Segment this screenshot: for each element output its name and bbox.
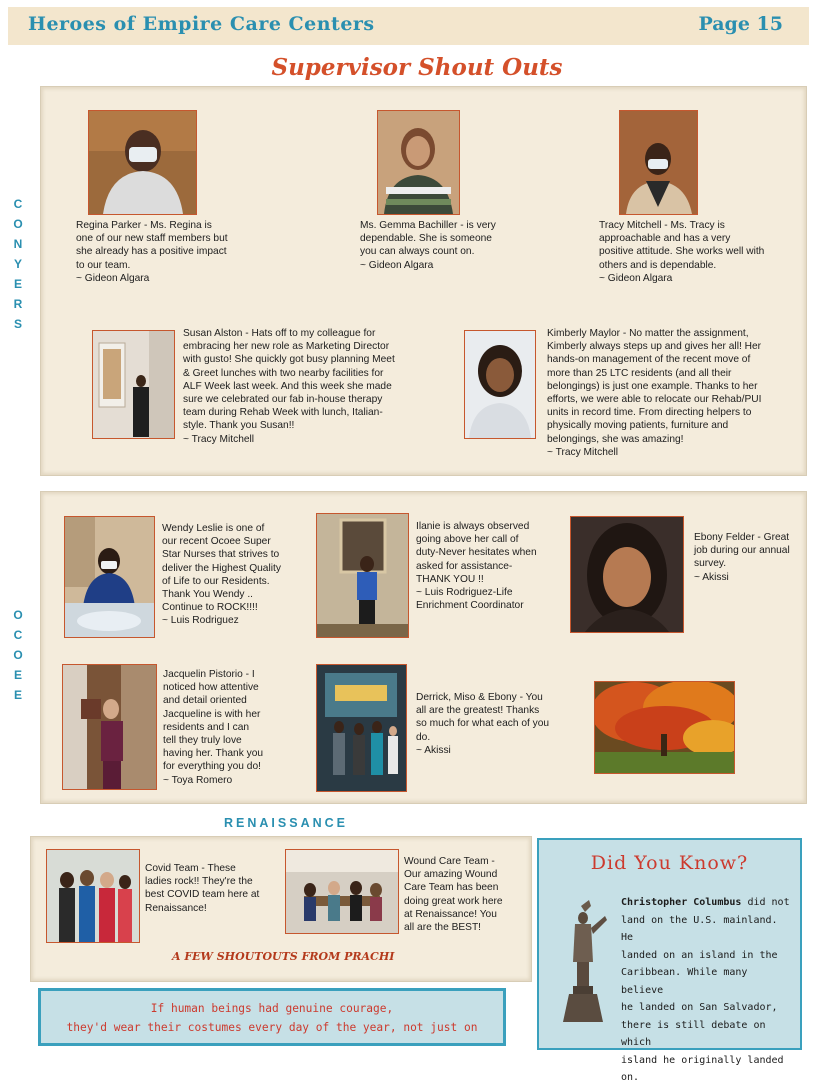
caption-line: belongings, she was amazing! bbox=[547, 433, 684, 445]
caption-line: ~ Gideon Algara bbox=[76, 272, 150, 284]
caption-line: residents and I can bbox=[163, 721, 250, 733]
photo-derrick-miso-ebony bbox=[316, 664, 407, 792]
did-you-know-title: Did You Know? bbox=[590, 852, 749, 874]
caption-line: best COVID team here at bbox=[145, 889, 260, 901]
page-heading: Supervisor Shout Outs bbox=[271, 54, 563, 81]
image-autumn-tree bbox=[594, 681, 735, 774]
caption-line: more than 25 LTC residents (and all their bbox=[547, 367, 732, 379]
caption-line: ~ Tracy Mitchell bbox=[183, 433, 255, 445]
caption-line: positive attitude. She works well with bbox=[599, 246, 765, 258]
caption-line: duty-Never hesitates when bbox=[416, 547, 537, 559]
caption-jacquelin-pistorio bbox=[163, 668, 293, 787]
caption-line: to our team. bbox=[76, 259, 131, 271]
caption-line: ALF Week last week. And this week she made bbox=[183, 380, 392, 392]
caption-line: approachable and has a very bbox=[599, 233, 731, 245]
caption-line: Susan Alston - Hats off to my colleague for bbox=[183, 328, 376, 339]
fact-line: land on the U.S. mainland. He bbox=[621, 914, 778, 943]
fact-line: there is still debate on which bbox=[621, 1019, 766, 1048]
caption-line: Renaissance! bbox=[145, 902, 207, 914]
columbus-statue-image bbox=[555, 896, 611, 1022]
caption-line: hands-on management of the recent move of bbox=[547, 354, 751, 366]
caption-line: ~ Luis Rodriguez-Life bbox=[416, 587, 513, 599]
vertical-letters: C O N Y E R S bbox=[13, 197, 23, 331]
caption-line: Our amazing Wound bbox=[404, 869, 498, 881]
caption-line: style. Thank you Susan!! bbox=[183, 420, 295, 432]
caption-wendy-leslie bbox=[162, 522, 297, 628]
caption-line: Jacqueline is with her bbox=[163, 708, 261, 720]
caption-tracy-mitchell bbox=[599, 219, 784, 285]
caption-line: Tracy Mitchell - Ms. Tracy is bbox=[599, 220, 725, 231]
caption-line: belongings) is just one example. Thanks to her bbox=[547, 380, 758, 392]
caption-regina-parker bbox=[76, 219, 246, 285]
caption-line: Enrichment Coordinator bbox=[416, 600, 524, 612]
caption-line: ~ Akissi bbox=[694, 571, 729, 583]
caption-line: at Renaissance! You bbox=[404, 908, 497, 920]
caption-line: Wound Care Team - bbox=[404, 856, 495, 867]
caption-line: for everything you do! bbox=[163, 761, 261, 773]
renaissance-label: RENAISSANCE bbox=[224, 816, 348, 830]
photo-covid-team bbox=[46, 849, 140, 943]
caption-line: Ms. Gemma Bachiller - is very bbox=[360, 220, 496, 231]
caption-line: physically moving patients, furniture and bbox=[547, 420, 729, 432]
caption-gemma-bachiller bbox=[360, 219, 530, 272]
photo-wendy-leslie bbox=[64, 516, 155, 638]
caption-line: all are the BEST! bbox=[404, 922, 482, 934]
did-you-know-box bbox=[537, 838, 802, 1083]
photo-kimberly-maylor bbox=[464, 330, 536, 439]
caption-line: Derrick, Miso & Ebony - You bbox=[416, 692, 543, 703]
caption-line: others and is dependable. bbox=[599, 259, 717, 271]
caption-line: team during Rehab Week with lunch, Italian- bbox=[183, 407, 383, 419]
caption-line: having her. Thank you bbox=[163, 748, 264, 760]
caption-ilanie bbox=[416, 520, 556, 612]
caption-line: Kimberly always steps up and gives her all! Her bbox=[547, 341, 762, 353]
photo-regina-parker bbox=[88, 110, 197, 215]
caption-line: doing great work here bbox=[404, 895, 503, 907]
caption-line: & Greet lunches with two nearby facilities for bbox=[183, 367, 384, 379]
caption-kimberly-maylor bbox=[547, 327, 787, 459]
fact-line: landed on an island in the bbox=[621, 949, 778, 961]
caption-line: ~ Gideon Algara bbox=[360, 259, 434, 271]
caption-line: Care Team has been bbox=[404, 882, 499, 894]
photo-ebony-felder bbox=[570, 516, 684, 633]
caption-line: tell they truly love bbox=[163, 735, 242, 747]
caption-wound-care-team bbox=[404, 855, 524, 934]
caption-line: Wendy Leslie is one of bbox=[162, 523, 265, 534]
photo-wound-care-team bbox=[285, 849, 399, 934]
caption-line: Thank You Wendy .. bbox=[162, 589, 253, 601]
caption-line: she already has a positive impact bbox=[76, 246, 227, 258]
caption-line: ~ Toya Romero bbox=[163, 774, 233, 786]
caption-line: you can always count on. bbox=[360, 246, 475, 258]
fact-line: did not bbox=[741, 897, 790, 908]
photo-susan-alston bbox=[92, 330, 175, 439]
caption-line: with gusto! She quickly got busy planning Meet bbox=[183, 354, 395, 366]
caption-line: Regina Parker - Ms. Regina is bbox=[76, 220, 212, 231]
prachi-shoutouts-label: A FEW SHOUTOUTS FROM PRACHI bbox=[172, 950, 395, 963]
caption-line: job during our annual bbox=[694, 545, 790, 557]
caption-line: of Life to our Residents. bbox=[162, 575, 270, 587]
caption-line: THANK YOU !! bbox=[416, 573, 484, 585]
caption-line: ~ Gideon Algara bbox=[599, 272, 673, 284]
conyers-label bbox=[12, 194, 24, 334]
caption-covid-team bbox=[145, 862, 280, 915]
caption-line: ladies rock!! They're the bbox=[145, 876, 253, 888]
fact-line: he landed on San Salvador, bbox=[621, 1002, 778, 1013]
caption-line: deliver the Highest Quality bbox=[162, 562, 281, 574]
caption-line: noticed how attentive bbox=[163, 682, 259, 694]
caption-line: ~ Akissi bbox=[416, 744, 451, 756]
columbus-name: Christopher Columbus bbox=[621, 897, 742, 908]
caption-line: Continue to ROCK!!!! bbox=[162, 602, 258, 614]
caption-line: one of our new staff members but bbox=[76, 233, 228, 245]
photo-ilanie bbox=[316, 513, 409, 638]
ocoee-label bbox=[12, 605, 24, 705]
caption-line: so much for what each of you bbox=[416, 718, 550, 730]
page-number: Page 15 bbox=[698, 13, 783, 35]
caption-susan-alston bbox=[183, 327, 423, 446]
caption-ebony-felder bbox=[694, 531, 804, 584]
header-bar bbox=[8, 7, 809, 45]
caption-line: Covid Team - These bbox=[145, 863, 236, 874]
photo-gemma-bachiller bbox=[377, 110, 460, 215]
quote-line-2: they'd wear their costumes every day of the year, not just on bbox=[66, 1021, 478, 1034]
caption-line: survey. bbox=[694, 558, 727, 570]
caption-line: ~ Tracy Mitchell bbox=[547, 446, 619, 458]
caption-line: efforts, we were able to relocate our Rehab/PUI bbox=[547, 394, 762, 406]
quote-line-1: If human beings had genuine courage, bbox=[150, 1002, 394, 1015]
caption-line: Jacquelin Pistorio - I bbox=[163, 669, 255, 680]
caption-line: all are the greatest! Thanks bbox=[416, 705, 540, 717]
caption-line: going above her call of bbox=[416, 534, 519, 546]
caption-line: our recent Ocoee Super bbox=[162, 536, 271, 548]
photo-tracy-mitchell bbox=[619, 110, 698, 215]
vertical-letters: O C O E E bbox=[13, 608, 23, 702]
caption-line: Star Nurses that strives to bbox=[162, 549, 280, 561]
fact-line: island he originally landed on. bbox=[621, 1054, 784, 1083]
caption-line: do. bbox=[416, 731, 431, 743]
caption-line: dependable. She is someone bbox=[360, 233, 492, 245]
caption-line: ~ Luis Rodriguez bbox=[162, 615, 239, 627]
caption-line: sure we celebrated our fab in-house therapy bbox=[183, 394, 383, 406]
quote-box bbox=[38, 988, 506, 1046]
fact-line: Caribbean. While many believe bbox=[621, 967, 748, 996]
caption-line: Ebony Felder - Great bbox=[694, 532, 790, 543]
newsletter-title: Heroes of Empire Care Centers bbox=[28, 13, 375, 35]
did-you-know-text bbox=[621, 894, 791, 1087]
caption-line: and detail oriented bbox=[163, 695, 247, 707]
photo-jacquelin-pistorio bbox=[62, 664, 157, 790]
caption-line: Kimberly Maylor - No matter the assignment, bbox=[547, 328, 749, 339]
caption-line: embracing her new role as Marketing Director bbox=[183, 341, 390, 353]
caption-derrick-miso-ebony bbox=[416, 691, 576, 757]
caption-line: asked for assistance- bbox=[416, 560, 513, 572]
caption-line: Ilanie is always observed bbox=[416, 521, 530, 532]
caption-line: units in record time. From directing helpers to bbox=[547, 407, 752, 419]
